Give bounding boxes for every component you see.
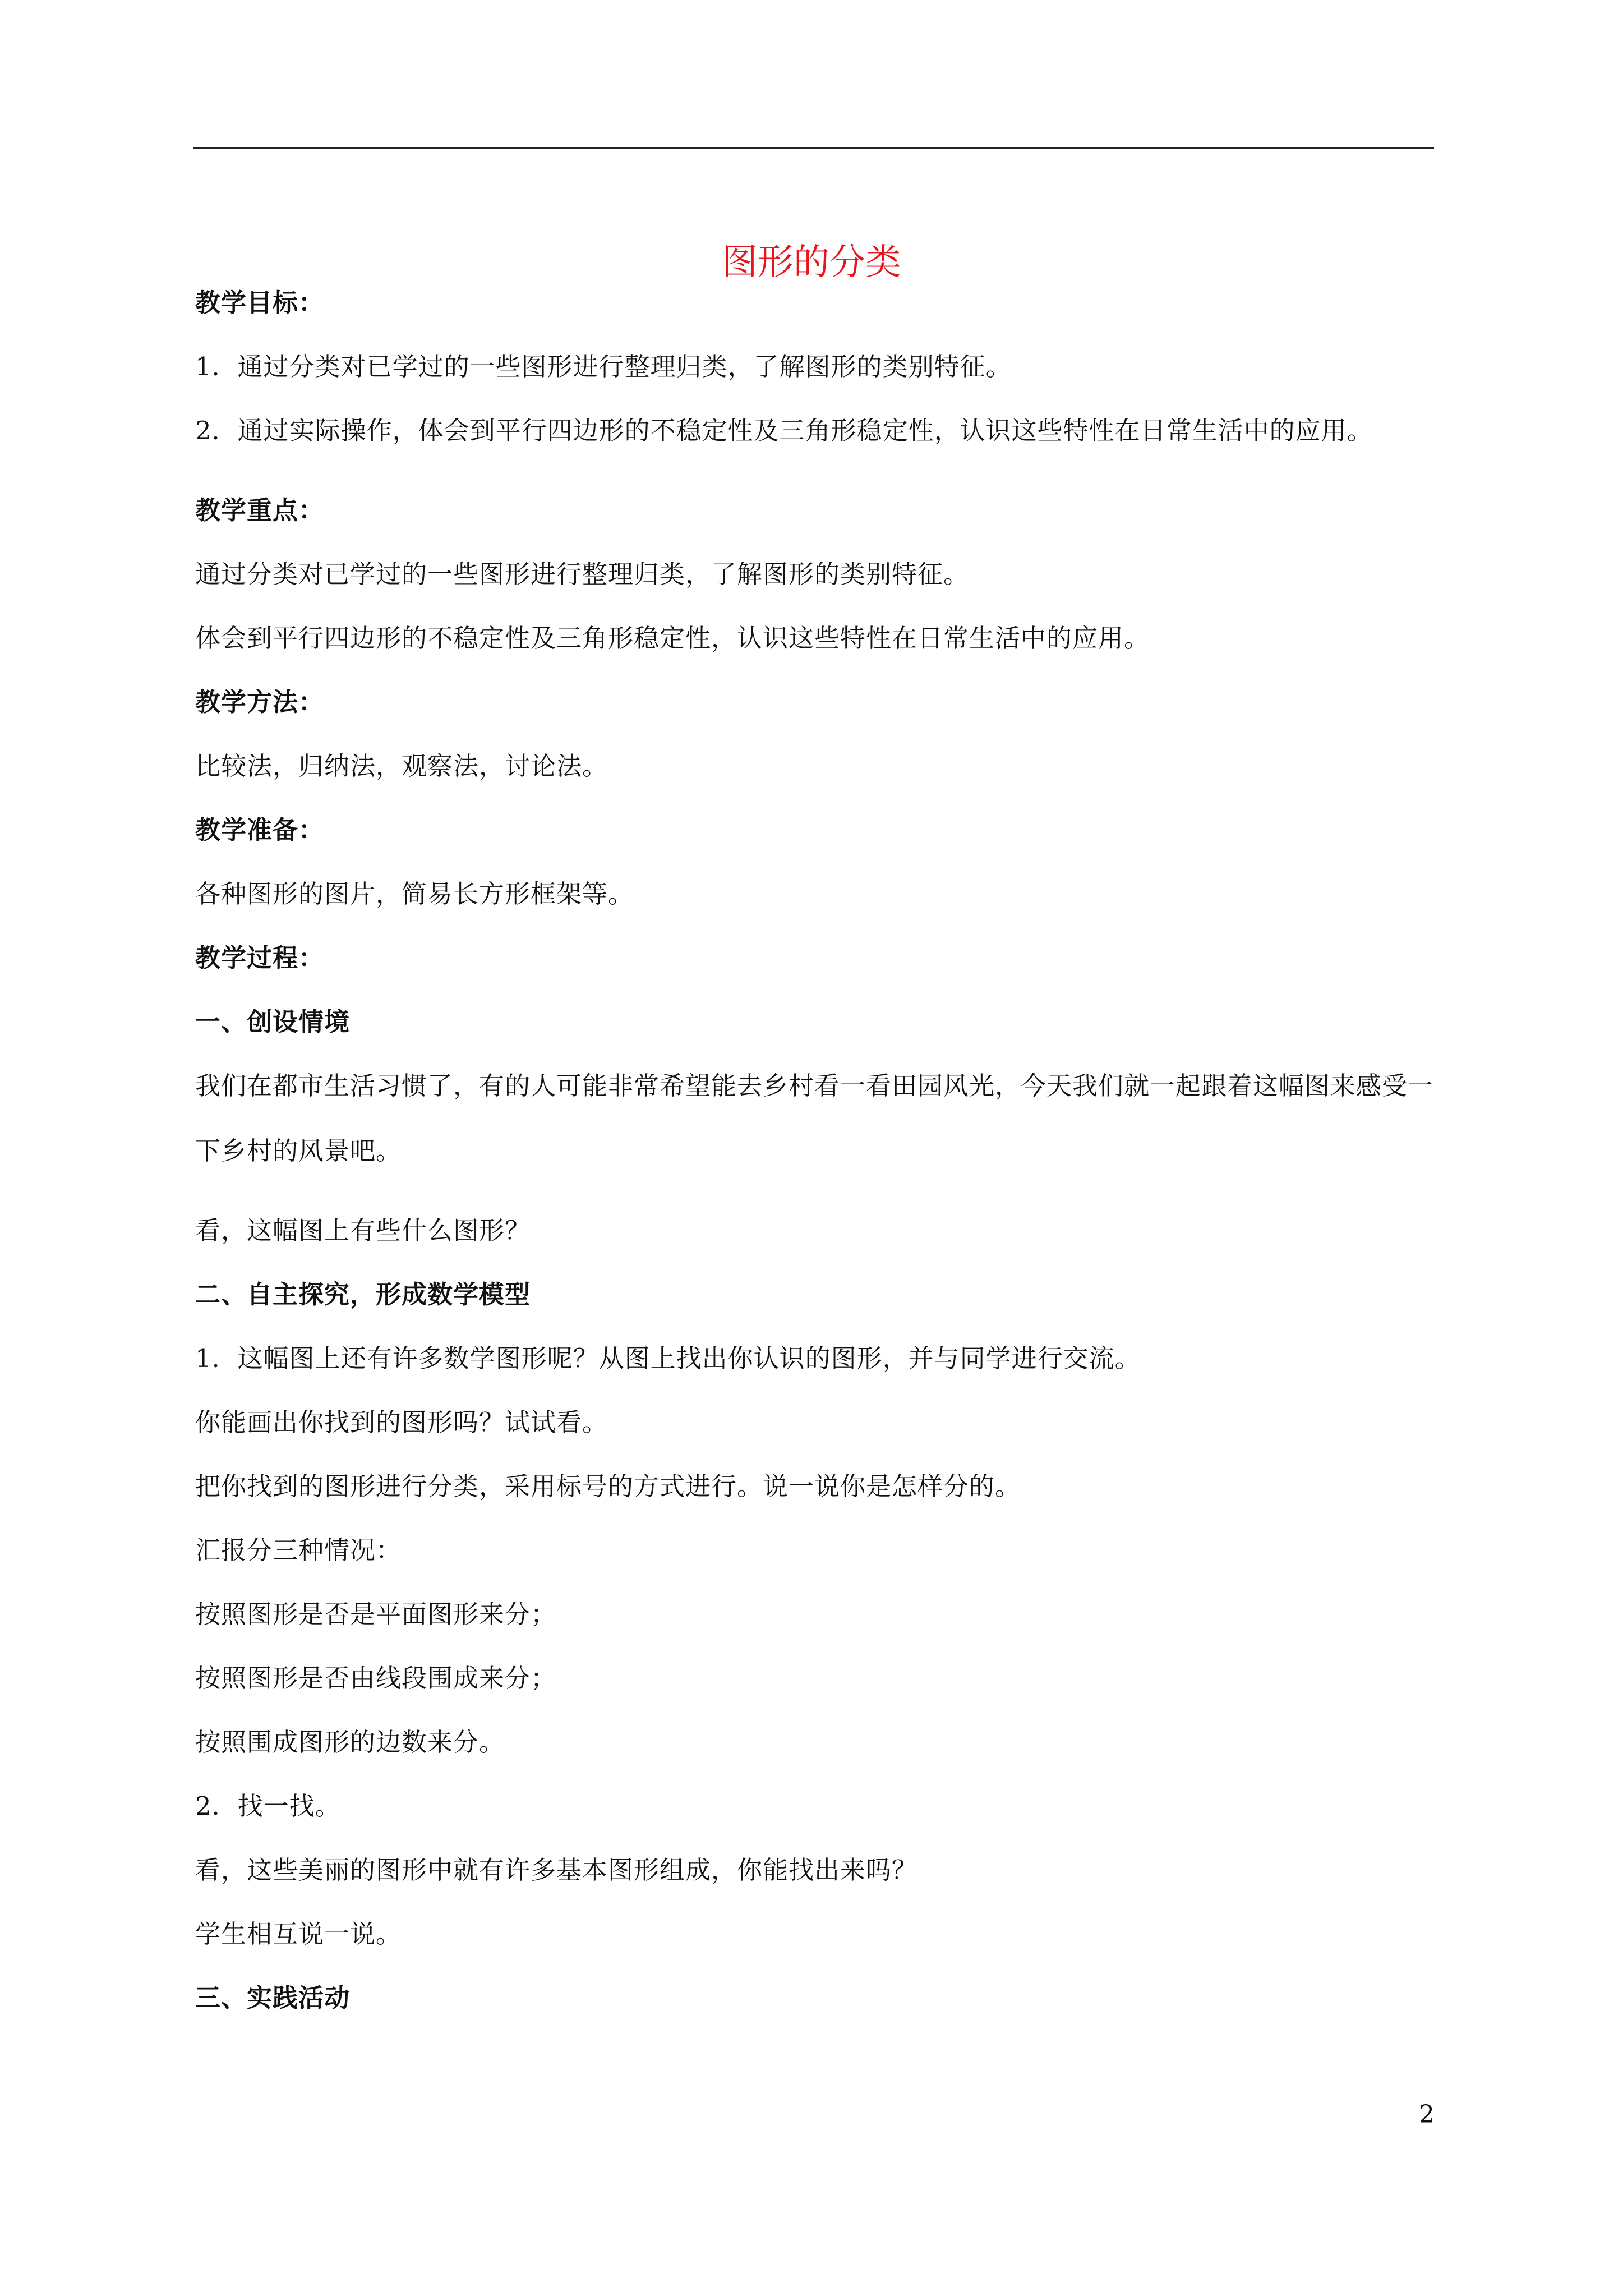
header-rule xyxy=(193,147,1434,149)
paragraph-line: 按照围成图形的边数来分。 xyxy=(195,1727,505,1757)
paragraph-line: 看，这幅图上有些什么图形？ xyxy=(195,1216,531,1245)
section-heading: 一、创设情境 xyxy=(195,1007,351,1037)
document-title: 图形的分类 xyxy=(722,241,901,283)
paragraph-line: 1．这幅图上还有许多数学图形呢？从图上找出你认识的图形，并与同学进行交流。 xyxy=(195,1343,1141,1373)
paragraph-line: 学生相互说一说。 xyxy=(195,1919,402,1949)
section-heading: 三、实践活动 xyxy=(195,1983,351,2013)
section-heading: 二、自主探究，形成数学模型 xyxy=(195,1280,531,1309)
paragraph-line: 按照图形是否是平面图形来分； xyxy=(195,1599,557,1629)
paragraph-line: 通过分类对已学过的一些图形进行整理归类，了解图形的类别特征。 xyxy=(195,559,970,589)
section-heading: 教学过程： xyxy=(195,943,325,973)
paragraph-line: 你能画出你找到的图形吗？试试看。 xyxy=(195,1407,608,1437)
paragraph-line: 我们在都市生活习惯了，有的人可能非常希望能去乡村看一看田园风光，今天我们就一起跟着这幅图来感受一下乡村的风景吧。 xyxy=(195,1071,1434,1166)
section-heading: 教学方法： xyxy=(195,687,325,717)
paragraph-line: 2．通过实际操作，体会到平行四边形的不稳定性及三角形稳定性，认识这些特性在日常生活中的应用。 xyxy=(195,416,1373,445)
paragraph-line: 汇报分三种情况： xyxy=(195,1535,402,1565)
paragraph-line: 比较法，归纳法，观察法，讨论法。 xyxy=(195,751,608,781)
section-heading: 教学准备： xyxy=(195,815,325,845)
page-number: 2 xyxy=(1419,2100,1435,2129)
section-heading: 教学目标： xyxy=(195,288,325,318)
paragraph-line: 体会到平行四边形的不稳定性及三角形稳定性，认识这些特性在日常生活中的应用。 xyxy=(195,623,1150,653)
paragraph-line: 各种图形的图片，简易长方形框架等。 xyxy=(195,879,634,909)
document-body xyxy=(195,286,1435,2045)
section-heading: 教学重点： xyxy=(195,495,325,525)
paragraph-line: 看，这些美丽的图形中就有许多基本图形组成，你能找出来吗？ xyxy=(195,1855,918,1885)
paragraph-line: 把你找到的图形进行分类，采用标号的方式进行。说一说你是怎样分的。 xyxy=(195,1471,1021,1501)
paragraph-line: 2．找一找。 xyxy=(195,1791,341,1821)
paragraph-line: 1．通过分类对已学过的一些图形进行整理归类，了解图形的类别特征。 xyxy=(195,352,1012,381)
paragraph-line: 按照图形是否由线段围成来分； xyxy=(195,1663,557,1693)
